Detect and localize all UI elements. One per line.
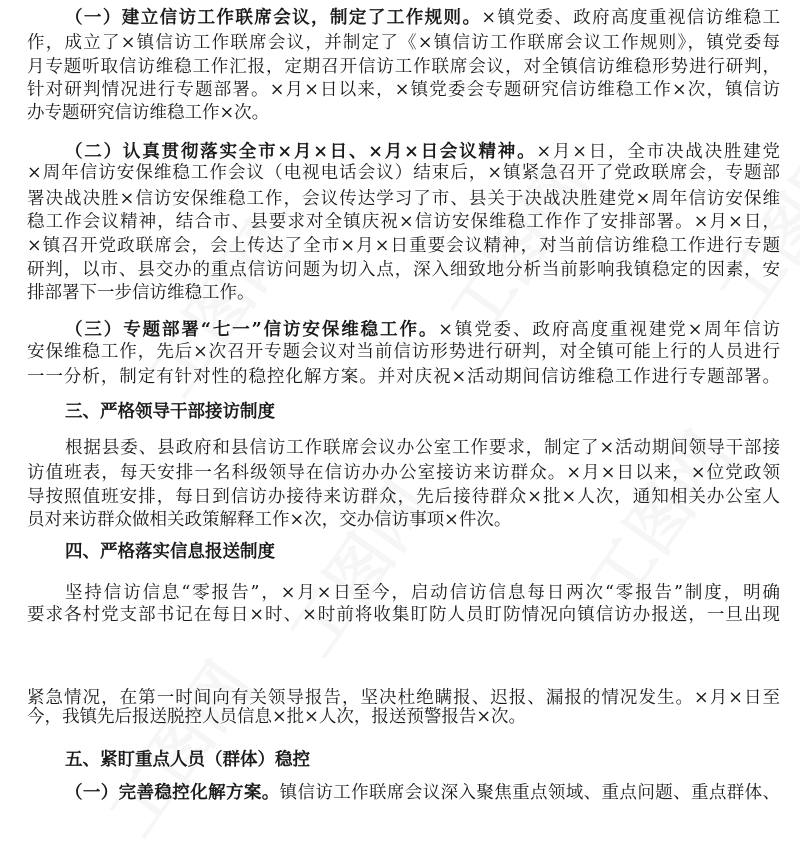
watermark-logo: [83, 641, 268, 851]
subsection-title: （一）完善稳控化解方案。: [65, 783, 280, 803]
text-line: [65, 141, 780, 163]
body-text: ×镇党委、政府高度重视信访维稳工: [481, 8, 780, 28]
body-text: 今，我镇先后报送脱控人员信息×批×人次，报送预警报告×次。: [27, 707, 526, 727]
body-text: 署决战决胜×信访安保维稳工作，会议传达学习了市、县关于决战决胜建党×周年信访安保维: [27, 189, 780, 209]
body-text: 稳工作会议精神，结合市、县要求对全镇庆祝×信访安保维稳工作作了安排部署。×月×日，: [27, 212, 780, 232]
text-line: [27, 604, 780, 626]
text-line: [27, 486, 780, 508]
body-text: 研判，以市、县交办的重点信访问题为切入点，深入细致地分析当前影响我镇稳定的因素，安: [27, 260, 780, 280]
text-line: [65, 437, 780, 459]
text-line: [65, 319, 780, 341]
body-text: 月专题听取信访维稳工作汇报，定期召开信访工作联席会议，对全镇信访维稳形势进行研判，: [27, 57, 780, 77]
body-text: 办专题研究信访维稳工作×次。: [27, 103, 270, 123]
text-line: [27, 32, 780, 54]
body-text: ×镇召开党政联席会，会上传达了全市×月×日重要会议精神，对当前信访维稳工作进行专题: [27, 236, 780, 256]
body-text: 安保维稳工作，先后×次召开专题会议对当前信访形势进行研判，对全镇可能上行的人员进行: [27, 342, 780, 362]
text-line: [27, 235, 780, 257]
text-line: [65, 782, 780, 804]
body-text: 一一分析，制定有针对性的稳控化解方案。并对庆祝×活动期间信访维稳工作进行专题部署。: [27, 367, 780, 387]
text-line: [27, 282, 780, 304]
text-line: [65, 7, 780, 29]
body-text: 导按照值班安排，每日到信访办接待来访群众，先后接待群众×批×人次，通知相关办公室人: [27, 487, 780, 507]
text-line: [65, 582, 780, 604]
subsection-title: （三）专题部署“七一”信访安保维稳工作。: [65, 320, 439, 340]
text-line: [27, 462, 780, 484]
body-text: 作，成立了×镇信访工作联席会议，并制定了《×镇信访工作联席会议工作规则》，镇党委每: [27, 33, 780, 53]
text-line: [27, 259, 780, 281]
text-line: [27, 162, 780, 184]
text-line: [27, 56, 780, 78]
body-text: 坚持信访信息“零报告”，×月×日至今，启动信访信息每日两次“零报告”制度，明确: [65, 583, 780, 603]
body-text: ×镇党委、政府高度重视建党×周年信访: [438, 320, 780, 340]
text-line: [27, 79, 780, 101]
section-heading: 三、严格领导干部接访制度: [65, 402, 275, 422]
text-line: [27, 509, 780, 531]
body-text: ×周年信访安保维稳工作会议（电视电话会议）结束后，×镇紧急召开了党政联席会，专题部: [27, 163, 780, 183]
body-text: 紧急情况，在第一时间向有关领导报告，坚决杜绝瞒报、迟报、漏报的情况发生。×月×日至: [27, 688, 780, 708]
subsection-title: （一）建立信访工作联席会议，制定了工作规则。: [65, 8, 482, 28]
text-line: [27, 211, 780, 233]
body-text: 排部署下一步信访维稳工作。: [27, 283, 255, 303]
body-text: 镇信访工作联席会议深入聚焦重点领域、重点问题、重点群体、: [279, 783, 780, 803]
body-text: 根据县委、县政府和县信访工作联席会议办公室工作要求，制定了×活动期间领导干部接: [65, 438, 780, 458]
text-line: [27, 102, 780, 124]
text-line: [27, 706, 780, 728]
text-line: [27, 341, 780, 363]
body-text: 访值班表，每天安排一名科级领导在信访办办公室接访来访群众。×月×日以来，×位党政领: [27, 463, 780, 483]
text-line: [27, 188, 780, 210]
body-text: 员对来访群众做相关政策解释工作×次，交办信访事项×件次。: [27, 510, 512, 530]
text-line: [27, 366, 780, 388]
section-heading: 四、严格落实信息报送制度: [65, 542, 275, 562]
body-text: 要求各村党支部书记在每日×时、×时前将收集盯防人员盯防情况向镇信访办报送，一旦出现: [27, 605, 780, 625]
body-text: ×月×日，全市决战决胜建党: [536, 142, 780, 162]
section-heading: 五、紧盯重点人员（群体）稳控: [65, 750, 310, 770]
subsection-title: （二）认真贯彻落实全市×月×日、×月×日会议精神。: [65, 142, 537, 162]
body-text: 针对研判情况进行专题部署。×月×日以来，×镇党委会专题研究信访维稳工作×次，镇信访: [27, 80, 780, 100]
